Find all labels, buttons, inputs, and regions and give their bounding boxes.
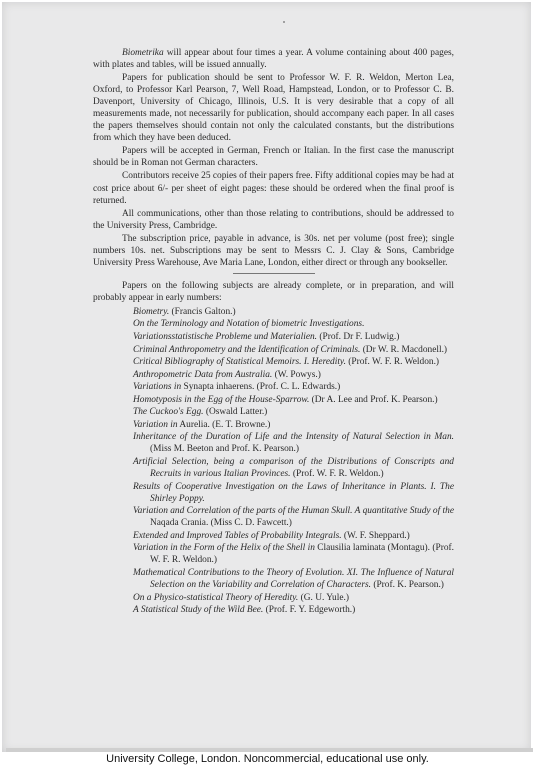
paper-author: (Francis Galton.): [169, 306, 236, 317]
paper-author: (Prof. Dr F. Ludwig.): [317, 332, 400, 343]
paper-title: Biometry.: [133, 306, 170, 317]
paper-title: Results of Cooperative Investigation on the Laws of Inheritance in Plants. I. The Shirley Poppy.: [133, 481, 454, 504]
list-item: [93, 505, 454, 529]
paper-author: Naqada Crania. (Miss C. D. Fawcett.): [150, 518, 292, 529]
list-item: [93, 481, 454, 505]
paper-title: Anthropometric Data from Australia.: [133, 369, 273, 380]
paper-author: Aurelia. (E. T. Browne.): [177, 419, 271, 430]
paper-title: Mathematical Contributions to the Theory of Evolution. XI. The Influence of Natural Selection on the Variability and Correlation of Characters.: [133, 567, 454, 590]
list-item: [93, 604, 454, 616]
page-speck: [283, 21, 285, 23]
paper-author: (W. Powys.): [272, 369, 321, 380]
paper-title: Criminal Anthropometry and the Identification of Criminals.: [133, 344, 361, 355]
copyright-footer: University College, London. Noncommercial, educational use only.: [106, 753, 429, 765]
paper-title: Variation in the Form of the Helix of the Shell in: [133, 543, 315, 554]
list-item: [93, 318, 454, 330]
page-body: [93, 47, 454, 617]
paper-author: (Dr A. Lee and Prof. K. Pearson.): [309, 394, 438, 405]
section-divider: [233, 273, 315, 274]
list-item: [93, 567, 454, 591]
list-item: [93, 381, 454, 393]
list-item: [93, 592, 454, 604]
list-item: [93, 406, 454, 418]
list-item: [93, 456, 454, 480]
paper-author: (Prof. W. F. R. Weldon.): [290, 469, 384, 480]
list-item: [93, 344, 454, 356]
paper-author: (Prof. W. F. R. Weldon.): [345, 357, 440, 368]
paper-title: The Cuckoo's Egg.: [133, 407, 204, 418]
paper-author: (G. U. Yule.): [298, 592, 349, 603]
list-item: [93, 306, 454, 318]
list-item: [93, 369, 454, 381]
paragraph-subscription: The subscription price, payable in advance, is 30s. net per volume (post free); single numbers 10s. net. Subscriptions may be sent to Messrs C. J. Clay & Sons, Cambridge University Press Warehouse, Ave Maria Lane, London, either direct or through any bookseller.: [93, 233, 454, 268]
paper-title: Variation in: [133, 419, 178, 430]
paper-author: Synapta inhaerens. (Prof. C. L. Edwards.): [181, 382, 341, 393]
paper-author: (Prof. F. Y. Edgeworth.): [263, 605, 356, 616]
paper-title: On the Terminology and Notation of biometric Investigations.: [133, 319, 365, 330]
list-item: [93, 431, 454, 455]
paper-title: A Statistical Study of the Wild Bee.: [133, 605, 264, 616]
paper-title: Homotyposis in the Egg of the House-Sparrow.: [133, 394, 310, 405]
paper-title: Inheritance of the Duration of Life and the Intensity of Natural Selection in Man.: [133, 432, 454, 443]
list-item: [93, 356, 454, 368]
list-item: [93, 394, 454, 406]
journal-name: Biometrika: [122, 48, 164, 58]
list-intro: Papers on the following subjects are already complete, or in preparation, and will probably appear in early numbers:: [93, 280, 454, 303]
list-item: [93, 542, 454, 566]
paper-title: Variations in: [133, 382, 182, 393]
list-item: [93, 419, 454, 431]
paragraph-submission: Papers for publication should be sent to Professor W. F. R. Weldon, Merton Lea, Oxford, to Professor Karl Pearson, 7, Well Road, Hampstead, London, or to Professor C. B. Davenport, University of Chicago, Illinois, U.S. It is very desirable that a copy of all measurements made, not necessarily for publication, should accompany each paper. In all cases the papers themselves should contain not only the calculated constants, but the distributions from which they have been deduced.: [93, 73, 454, 144]
paper-title: Extended and Improved Tables of Probability Integrals.: [133, 530, 342, 541]
paper-author: Clausilia laminata (Montagu). (Prof. W. F. R. Weldon.): [150, 543, 454, 566]
paper-author: (W. F. Sheppard.): [341, 530, 410, 541]
paper-title: Variation and Correlation of the parts of the Human Skull. A quantitative Study of the: [133, 506, 454, 517]
paragraph-frequency: Biometrika will appear about four times a year. A volume containing about 400 pages, with plates and tables, will be issued annually.: [93, 48, 454, 71]
paper-title: Variationsstatistische Probleme und Materialien.: [133, 332, 318, 343]
paper-title: On a Physico-statistical Theory of Heredity.: [133, 592, 299, 603]
paragraph-communications: All communications, other than those relating to contributions, should be addressed to the University Press, Cambridge.: [93, 208, 454, 231]
forthcoming-papers-list: [93, 306, 454, 616]
list-item: [93, 530, 454, 542]
paper-author: (Miss M. Beeton and Prof. K. Pearson.): [150, 444, 299, 455]
paragraph-copies: Contributors receive 25 copies of their papers free. Fifty additional copies may be had at cost price about 6/- per sheet of eight pages: these should be ordered when the final proof is returned.: [93, 171, 454, 206]
page-shadow: [6, 748, 533, 752]
paper-title: Artificial Selection, being a comparison of the Distributions of Conscripts and Recruits in various Italian Provinces.: [133, 457, 454, 480]
paragraph-languages: Papers will be accepted in German, French or Italian. In the first case the manuscript should be in Roman not German characters.: [93, 146, 454, 169]
list-item: [93, 331, 454, 343]
paper-author: (Oswald Latter.): [203, 407, 268, 418]
paper-title: Critical Bibliography of Statistical Memoirs. I. Heredity.: [133, 357, 346, 368]
paper-author: (Dr W. R. Macdonell.): [360, 344, 448, 355]
paper-author: (Prof. K. Pearson.): [371, 579, 444, 590]
